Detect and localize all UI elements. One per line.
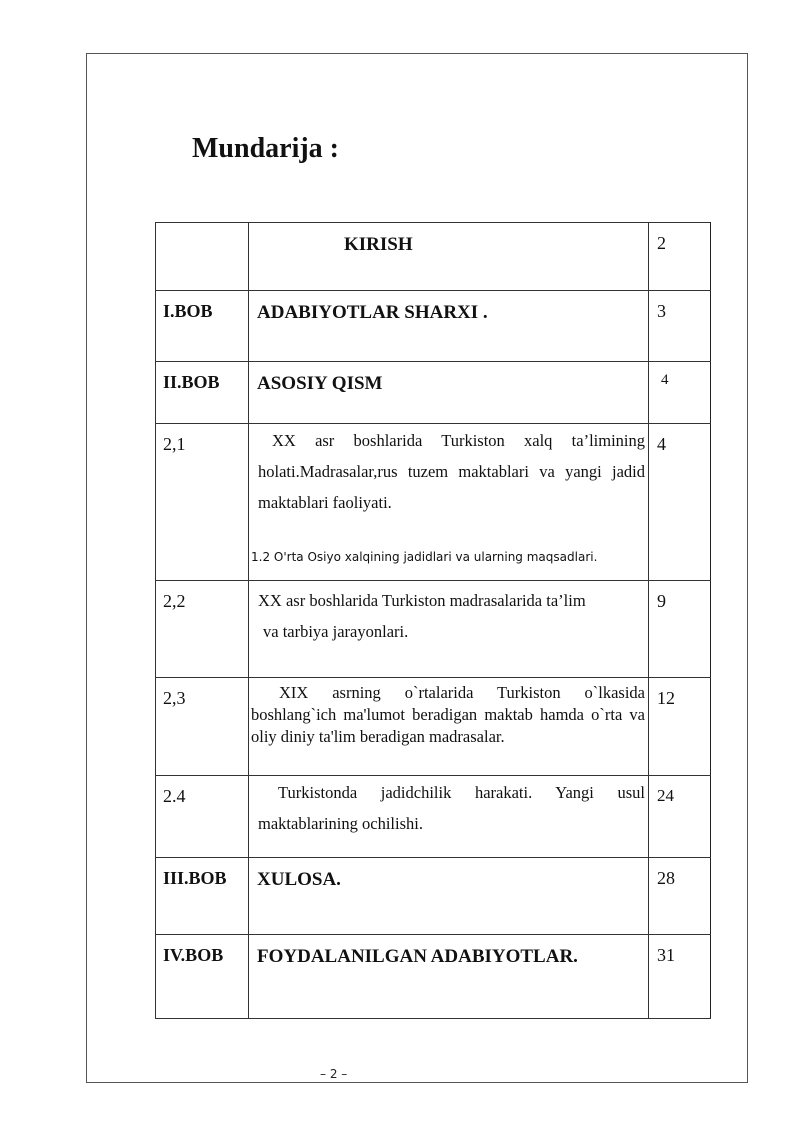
toc-heading: XIX asrning o`rtalarida Turkiston o`lkasida boshlang`ich ma'lumot beradigan maktab hamda o`rta va oliy diniy ta'lim beradigan madrasalar. bbox=[251, 683, 645, 746]
toc-section bbox=[156, 223, 249, 291]
toc-row-1bob bbox=[156, 291, 711, 362]
toc-section: 2,1 bbox=[156, 424, 249, 581]
toc-row-4bob bbox=[156, 935, 711, 1019]
toc-heading: FOYDALANILGAN ADABIYOTLAR. bbox=[249, 935, 649, 1019]
toc-section: I.BOB bbox=[156, 291, 249, 362]
toc-section: 2.4 bbox=[156, 776, 249, 858]
toc-page-number: 4 bbox=[649, 424, 711, 581]
toc-heading: XULOSA. bbox=[249, 858, 649, 935]
toc-section: IV.BOB bbox=[156, 935, 249, 1019]
toc-page-number: 3 bbox=[649, 291, 711, 362]
toc-heading-cell bbox=[249, 678, 649, 776]
toc-page-number: 12 bbox=[649, 678, 711, 776]
toc-page-number: 9 bbox=[649, 581, 711, 678]
page-title: Mundarija : bbox=[192, 133, 339, 164]
toc-row-2-2 bbox=[156, 581, 711, 678]
toc-page-number: 31 bbox=[649, 935, 711, 1019]
toc-heading: KIRISH bbox=[249, 223, 649, 291]
toc-heading-cell bbox=[249, 424, 649, 581]
toc-row-kirish bbox=[156, 223, 711, 291]
toc-heading-cell bbox=[249, 581, 649, 678]
toc-heading-line: va tarbiya jarayonlari. bbox=[263, 622, 409, 641]
toc-heading-line: XX asr boshlarida Turkiston madrasalarida ta’lim bbox=[258, 591, 586, 610]
toc-section: 2,3 bbox=[156, 678, 249, 776]
toc-section: 2,2 bbox=[156, 581, 249, 678]
toc-heading-cell bbox=[249, 776, 649, 858]
toc-heading: ASOSIY QISM bbox=[249, 362, 649, 424]
toc-subheading: 1.2 O'rta Osiyo xalqining jadidlari va ularning maqsadlari. bbox=[251, 550, 598, 564]
toc-heading: XX asr boshlarida Turkiston xalq ta’limining holati.Madrasalar,rus tuzem maktablari va yangi jadid maktablari faoliyati. bbox=[258, 431, 645, 512]
page-number-footer: – 2 – bbox=[320, 1067, 348, 1081]
toc-row-3bob bbox=[156, 858, 711, 935]
toc-heading: ADABIYOTLAR SHARXI . bbox=[249, 291, 649, 362]
toc-section: II.BOB bbox=[156, 362, 249, 424]
toc-section: III.BOB bbox=[156, 858, 249, 935]
table-of-contents bbox=[155, 222, 711, 1019]
toc-page-number: 28 bbox=[649, 858, 711, 935]
toc-row-2-4 bbox=[156, 776, 711, 858]
toc-heading: Turkistonda jadidchilik harakati. Yangi usul maktablarining ochilishi. bbox=[258, 783, 645, 833]
toc-page-number: 4 bbox=[649, 362, 711, 424]
toc-row-2-1 bbox=[156, 424, 711, 581]
toc-page-number: 24 bbox=[649, 776, 711, 858]
toc-row-2-3 bbox=[156, 678, 711, 776]
toc-page-number: 2 bbox=[649, 223, 711, 291]
toc-row-2bob bbox=[156, 362, 711, 424]
